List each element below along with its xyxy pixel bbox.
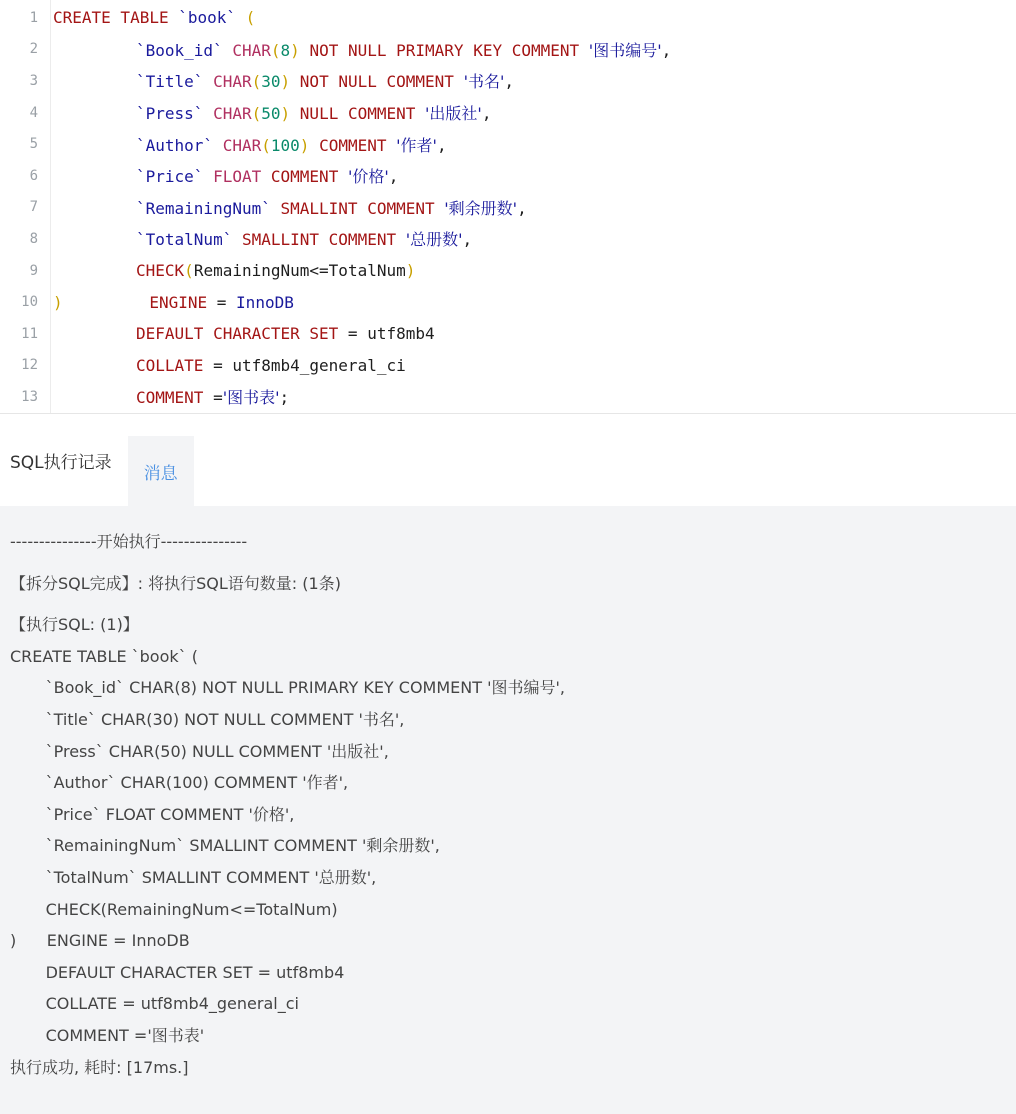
- start-banner: ---------------开始执行---------------: [10, 532, 248, 551]
- sql-editor[interactable]: [0, 0, 1016, 414]
- line-number: 7: [29, 199, 38, 216]
- line-number: 3: [29, 72, 38, 89]
- tab-sql-history[interactable]: SQL执行记录: [10, 452, 112, 473]
- code-line: [0, 286, 1016, 318]
- line-number: 4: [29, 104, 38, 121]
- code-text: DEFAULT CHARACTER SET = utf8mb4: [136, 324, 435, 344]
- code-line: [0, 350, 1016, 382]
- code-text: COLLATE = utf8mb4_general_ci: [136, 355, 406, 375]
- code-line: [0, 160, 1016, 192]
- sql-line: COMMENT ='图书表': [10, 1025, 205, 1045]
- sql-line: `TotalNum` SMALLINT COMMENT '总册数',: [10, 867, 377, 887]
- result-tabs: [0, 414, 1016, 506]
- exec-header: 【执行SQL: (1)】: [10, 615, 139, 635]
- sql-line: `Title` CHAR(30) NOT NULL COMMENT '书名',: [10, 709, 405, 729]
- sql-line: `RemainingNum` SMALLINT COMMENT '剩余册数',: [10, 836, 440, 856]
- code-text: `Press` CHAR(50) NULL COMMENT '出版社',: [136, 104, 492, 124]
- sql-line: CREATE TABLE `book` (: [10, 646, 198, 666]
- code-text: `TotalNum` SMALLINT COMMENT '总册数',: [136, 230, 473, 250]
- sql-line: `Price` FLOAT COMMENT '价格',: [10, 804, 295, 824]
- sql-line: `Book_id` CHAR(8) NOT NULL PRIMARY KEY COMMENT '图书编号',: [10, 678, 565, 698]
- code-text: `Author` CHAR(100) COMMENT '作者',: [136, 135, 447, 155]
- code-line: [0, 65, 1016, 97]
- line-number: 9: [29, 262, 38, 279]
- code-text: ) ENGINE = InnoDB: [53, 292, 294, 312]
- sql-line: COLLATE = utf8mb4_general_ci: [10, 994, 299, 1014]
- code-line: [0, 2, 1016, 34]
- line-number: 10: [21, 294, 38, 311]
- code-text: COMMENT ='图书表';: [136, 388, 290, 408]
- line-number: 8: [29, 230, 38, 247]
- code-text: `Title` CHAR(30) NOT NULL COMMENT '书名',: [136, 72, 515, 92]
- sql-line: ) ENGINE = InnoDB: [10, 931, 190, 951]
- code-text: `Book_id` CHAR(8) NOT NULL PRIMARY KEY COMMENT '图书编号',: [136, 40, 672, 60]
- code-line: [0, 97, 1016, 129]
- line-number: 11: [21, 325, 38, 342]
- line-number: 1: [29, 9, 38, 26]
- line-number: 2: [29, 41, 38, 58]
- code-text: `RemainingNum` SMALLINT COMMENT '剩余册数',: [136, 198, 527, 218]
- messages-panel: [0, 506, 1016, 1114]
- code-text: `Price` FLOAT COMMENT '价格',: [136, 167, 399, 187]
- line-number: 13: [21, 388, 38, 405]
- code-line: [0, 128, 1016, 160]
- code-line: [0, 255, 1016, 287]
- code-line: [0, 381, 1016, 413]
- line-number: 6: [29, 167, 38, 184]
- line-number: 5: [29, 136, 38, 153]
- code-line: [0, 34, 1016, 66]
- code-text: CREATE TABLE `book` (: [53, 8, 256, 28]
- sql-line: `Press` CHAR(50) NULL COMMENT '出版社',: [10, 741, 389, 761]
- code-text: CHECK(RemainingNum<=TotalNum): [136, 261, 416, 281]
- code-line: [0, 223, 1016, 255]
- code-line: [0, 318, 1016, 350]
- tab-messages[interactable]: 消息: [128, 436, 194, 506]
- sql-line: DEFAULT CHARACTER SET = utf8mb4: [10, 962, 345, 982]
- result-status: 执行成功, 耗时: [17ms.]: [10, 1057, 189, 1077]
- code-line: [0, 192, 1016, 224]
- line-number: 12: [21, 357, 38, 374]
- split-summary: 【拆分SQL完成】: 将执行SQL语句数量: (1条): [10, 573, 341, 593]
- sql-line: CHECK(RemainingNum<=TotalNum): [10, 899, 338, 919]
- sql-line: `Author` CHAR(100) COMMENT '作者',: [10, 773, 349, 793]
